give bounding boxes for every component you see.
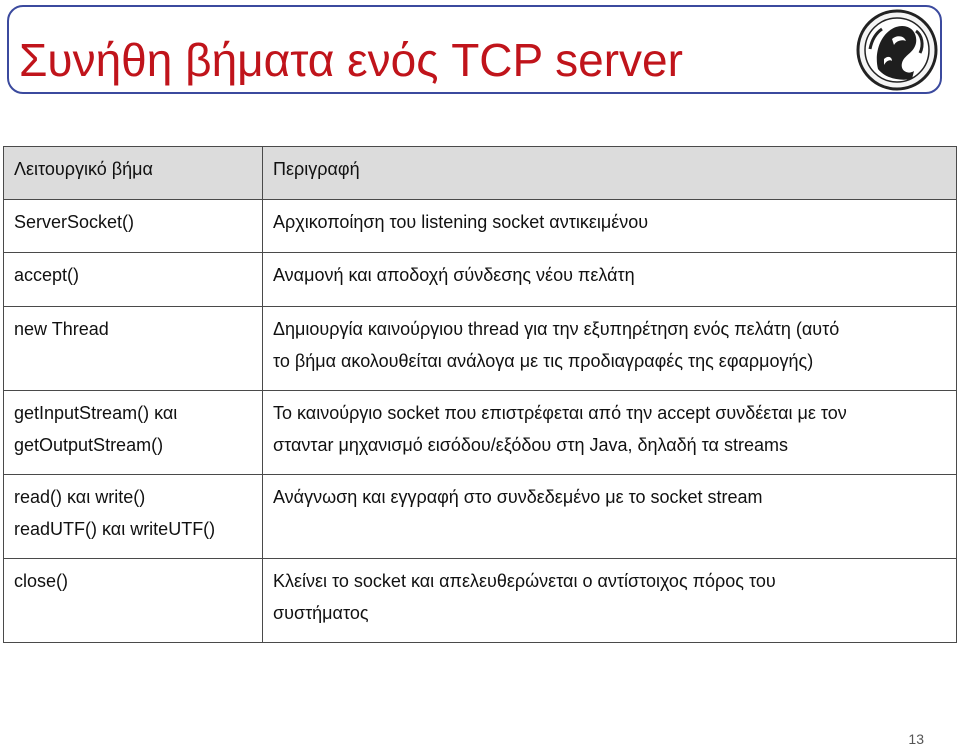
step-text: new Thread [14, 319, 109, 339]
page-number: 13 [908, 731, 924, 747]
description-text: το βήμα ακολουθείται ανάλογα με τις προδιαγραφές της εφαρμογής) [273, 351, 814, 371]
university-seal-logo [856, 9, 938, 91]
step-text: read() και write() [14, 487, 146, 507]
step-text: readUTF() και writeUTF() [14, 519, 216, 539]
description-cell [263, 307, 957, 391]
step-cell [4, 559, 263, 643]
step-text: ServerSocket() [14, 212, 135, 232]
step-text: close() [14, 571, 69, 591]
step-cell [4, 307, 263, 391]
description-text: Αρχικοποίηση του listening socket αντικειμένου [273, 212, 649, 232]
table-row [4, 475, 957, 559]
step-cell [4, 200, 263, 253]
description-text: Αναμονή και αποδοχή σύνδεσης νέου πελάτη [273, 265, 635, 285]
step-cell [4, 391, 263, 475]
header-step: Λειτουργικό βήμα [4, 147, 263, 200]
description-text: Δημιουργία καινούργιου thread για την εξυπηρέτηση ενός πελάτη (αυτό [273, 319, 840, 339]
description-cell [263, 253, 957, 307]
description-text: σταντar μηχανισμό εισόδου/εξόδου στη Java, δηλαδή τα streams [273, 435, 788, 455]
description-text: Το καινούργιο socket που επιστρέφεται από την accept συνδέεται με τον [273, 403, 847, 423]
description-cell [263, 200, 957, 253]
table-header-row [4, 147, 957, 200]
slide-title: Συνήθη βήματα ενός TCP server [19, 34, 683, 86]
table-row [4, 253, 957, 307]
step-text: getOutputStream() [14, 435, 164, 455]
table-row [4, 391, 957, 475]
step-cell [4, 475, 263, 559]
step-text: getInputStream() και [14, 403, 178, 423]
table-row [4, 307, 957, 391]
description-cell [263, 391, 957, 475]
description-text: Ανάγνωση και εγγραφή στο συνδεδεμένο με το socket stream [273, 487, 763, 507]
title-box [7, 5, 942, 94]
description-text: Κλείνει το socket και απελευθερώνεται ο αντίστοιχος πόρος του [273, 571, 776, 591]
description-cell [263, 559, 957, 643]
header-description: Περιγραφή [263, 147, 957, 200]
tcp-steps-table [3, 146, 957, 643]
description-text: συστήματος [273, 603, 369, 623]
description-cell [263, 475, 957, 559]
step-text: accept() [14, 265, 80, 285]
step-cell [4, 253, 263, 307]
table-row [4, 200, 957, 253]
table-row [4, 559, 957, 643]
